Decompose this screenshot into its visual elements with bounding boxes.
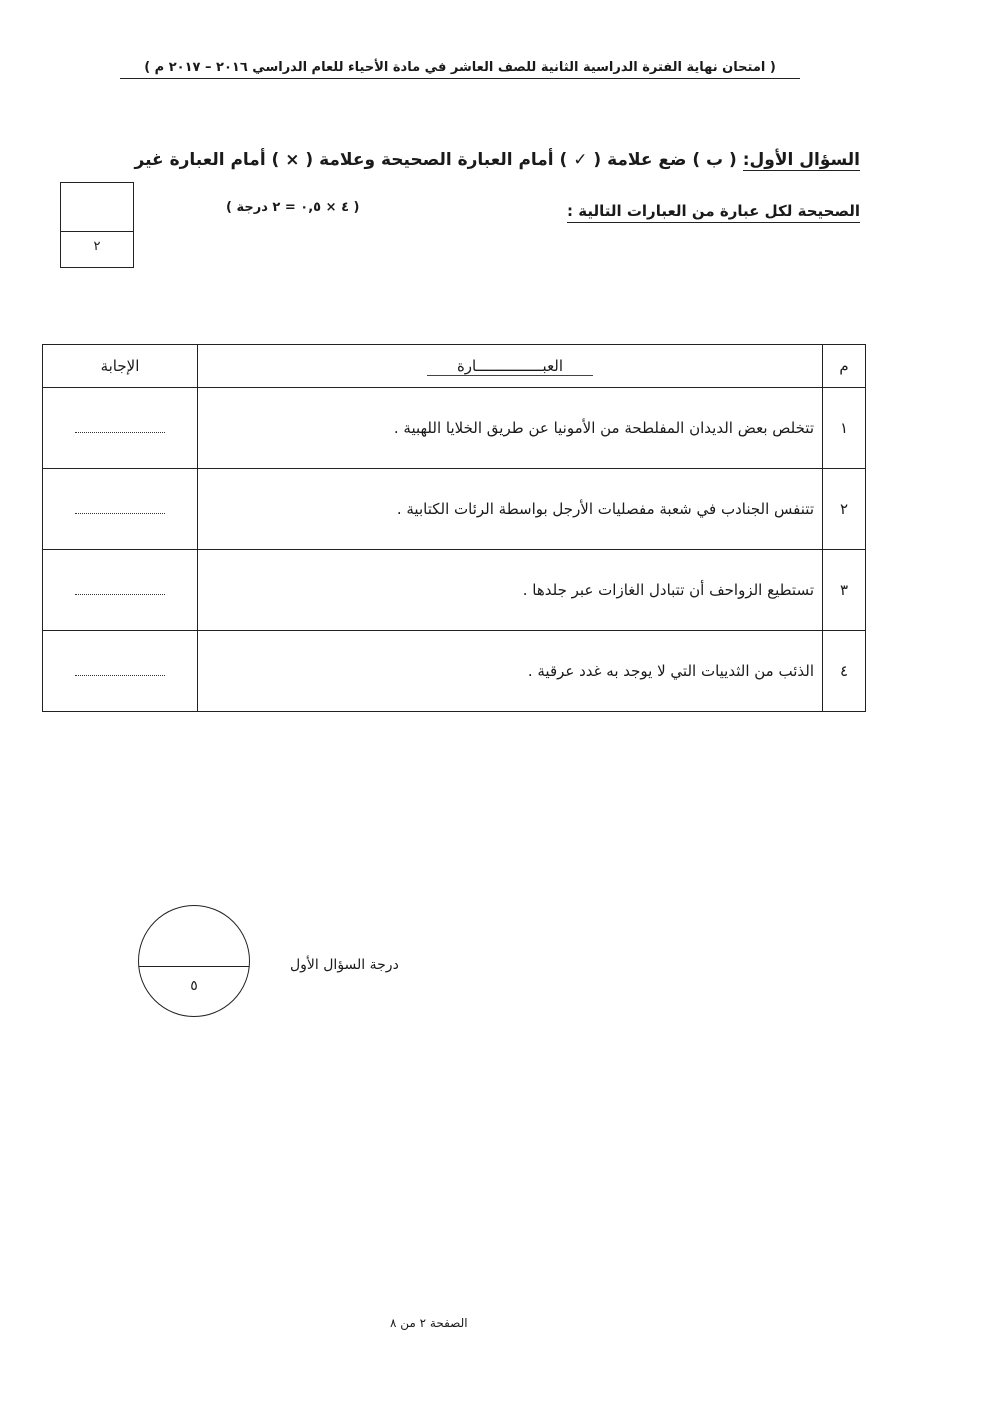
header-statement: [198, 345, 823, 388]
row-num: ١: [823, 388, 866, 469]
grade-box: [60, 182, 134, 268]
row-statement: تتنفس الجنادب في شعبة مفصليات الأرجل بواسطة الرئات الكتابية .: [198, 469, 823, 550]
answer-field[interactable]: [43, 550, 198, 631]
row-num: ٤: [823, 631, 866, 712]
answer-dots[interactable]: [75, 501, 165, 514]
table-header-row: [43, 345, 866, 388]
answer-dots[interactable]: [75, 663, 165, 676]
grade-box-divider: [61, 231, 133, 232]
question-marks: ( ٤ × ٠,٥ = ٢ درجة ): [226, 200, 360, 215]
question-title: السؤال الأول:: [742, 150, 860, 170]
answer-field[interactable]: [43, 469, 198, 550]
score-circle-divider: [139, 966, 249, 967]
question-instruction-line1: [135, 150, 860, 170]
row-statement: الذئب من الثدييات التي لا يوجد به غدد عرقية .: [198, 631, 823, 712]
table-row: [43, 388, 866, 469]
statements-table: [42, 344, 866, 712]
row-num: ٢: [823, 469, 866, 550]
table-row: [43, 469, 866, 550]
question-part: ( ب ): [692, 150, 737, 170]
table-row: [43, 550, 866, 631]
score-total: ٥: [190, 978, 198, 994]
question-instruction-line2: الصحيحة لكل عبارة من العبارات التالية :: [567, 202, 860, 223]
page-number: الصفحة ٢ من ٨: [390, 1316, 468, 1330]
grade-box-value: ٢: [93, 239, 101, 254]
header-statement-label: العبـــــــــــــــارة: [427, 357, 593, 376]
header-answer: الإجابة: [43, 345, 198, 388]
instruction-text-1: ضع علامة ( ✓ ) أمام العبارة الصحيحة وعلامة ( × ) أمام العبارة غير: [134, 150, 687, 170]
header-num: م: [823, 345, 866, 388]
row-statement: تتخلص بعض الديدان المفلطحة من الأمونيا عن طريق الخلايا اللهبية .: [198, 388, 823, 469]
row-num: ٣: [823, 550, 866, 631]
answer-dots[interactable]: [75, 420, 165, 433]
score-circle: [138, 905, 250, 1017]
row-statement: تستطيع الزواحف أن تتبادل الغازات عبر جلدها .: [198, 550, 823, 631]
table-row: [43, 631, 866, 712]
exam-title: ( امتحان نهاية الفترة الدراسية الثانية للصف العاشر في مادة الأحياء للعام الدراسي ٢٠١٦ – ٢٠١٧ م ): [120, 60, 800, 79]
answer-field[interactable]: [43, 631, 198, 712]
answer-dots[interactable]: [75, 582, 165, 595]
answer-field[interactable]: [43, 388, 198, 469]
score-label: درجة السؤال الأول: [290, 957, 399, 973]
